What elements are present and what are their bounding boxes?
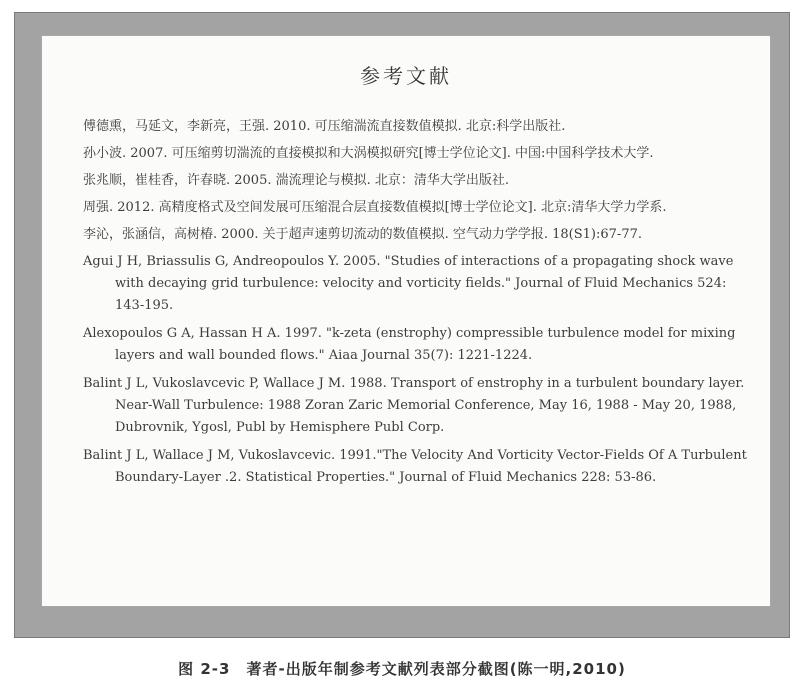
scan-frame [14,12,790,638]
reference-list [83,116,759,495]
page-heading: 参考文献 [360,64,452,88]
reference-item: 周强. 2012. 高精度格式及空间发展可压缩混合层直接数值模拟[博士学位论文]. 北京:清华大学力学系. [83,200,667,215]
reference-page [42,36,770,606]
reference-item: 傅德熏，马延文，李新亮，王强. 2010. 可压缩湍流直接数值模拟. 北京:科学出版社. [83,119,566,134]
reference-item: Balint J L, Vukoslavcevic P, Wallace J M. 1988. Transport of enstrophy in a turbulent boundary layer. Near-Wall Turbulence: 1988 Zoran Zaric Memorial Conference, May 16, 1988 - May 20, 1988, Dubrovnik, Ygosl, Publ by Hemisphere Publ Corp. [83,376,745,435]
reference-item: Agui J H, Briassulis G, Andreopoulos Y. 2005. "Studies of interactions of a propagating shock wave with decaying grid turbulence: velocity and vorticity fields." Journal of Fluid Mechanics 524: 143-195. [83,254,734,313]
reference-item: Alexopoulos G A, Hassan H A. 1997. "k-zeta (enstrophy) compressible turbulence model for mixing layers and wall bounded flows." Aiaa Journal 35(7): 1221-1224. [83,326,736,363]
reference-item: 孙小波. 2007. 可压缩剪切湍流的直接模拟和大涡模拟研究[博士学位论文]. 中国:中国科学技术大学. [83,146,654,161]
figure-caption: 图 2-3 著者-出版年制参考文献列表部分截图(陈一明,2010) [178,660,626,678]
reference-item: 张兆顺，崔桂香，许春晓. 2005. 湍流理论与模拟. 北京：清华大学出版社. [83,173,510,188]
reference-item: Balint J L, Wallace J M, Vukoslavcevic. 1991."The Velocity And Vorticity Vector-Fields Of A Turbulent Boundary-Layer .2. Statistical Properties." Journal of Fluid Mechanics 228: 53-86. [83,448,747,485]
reference-item: 李沁，张涵信，高树椿. 2000. 关于超声速剪切流动的数值模拟. 空气动力学学报. 18(S1):67-77. [83,227,642,242]
